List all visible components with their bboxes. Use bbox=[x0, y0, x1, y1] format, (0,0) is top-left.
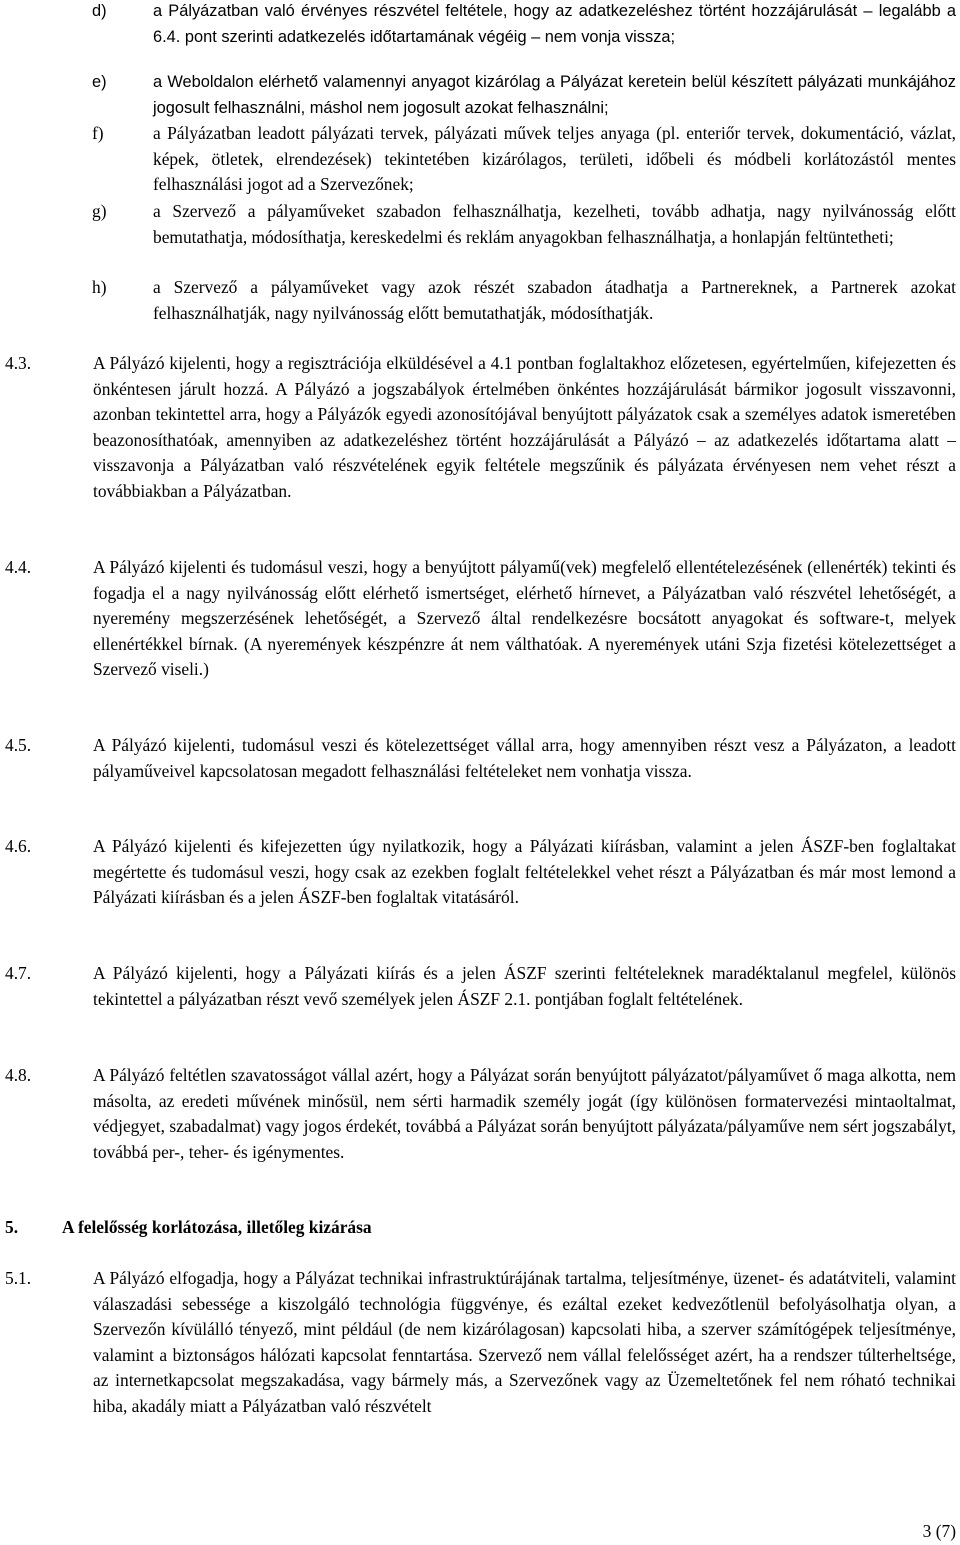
list-item-label: g) bbox=[92, 201, 107, 221]
page-number: 3 (7) bbox=[922, 1521, 956, 1541]
list-item-label: h) bbox=[92, 277, 107, 297]
section-number: 4.7. bbox=[5, 963, 32, 983]
section-text: A Pályázó elfogadja, hogy a Pályázat technikai infrastruktúrájának tartalma, teljesítménye, üzenet- és adatátviteli, valamint válaszadási sebessége a kiszolgáló technológia függvénye, és ezáltal ezeket kedvezőtlenül befolyásolhatja olyan, a Szervezőn kívülálló tényező, mint például (de nem kizárólagosan) kapcsolati hiba, a szerver számítógépek teljesítménye, valamint a biztonságos hálózati kapcsolat fenntartása. Szervező nem vállal felelősséget azért, ha a rendszer túlterheltsége, az internetkapcsolat megszakadása, vagy bármely más, a Szervezőnek vagy az Üzemeltetőnek fel nem róható technikai hiba, akadály miatt a Pályázatban való részvételt bbox=[93, 1268, 956, 1416]
section-text: A Pályázó kijelenti és tudomásul veszi, hogy a benyújtott pályamű(vek) megfelelő ellentételezésének (ellenérték) tekinti és fogadja el a nagy nyilvánosság előtt elérhető ismertséget, elérhető hírnevet, a Pályázatban való részvétel lehetőségét, a nyeremény megszerzésének lehetőségét, a Szervező által rendelkezésre bocsátott anyagokat és software-t, melyek ellenértékkel bírnak. (A nyeremények készpénzre át nem válthatóak. A nyeremények utáni Szja fizetési kötelezettséget a Szervező viseli.) bbox=[93, 557, 956, 680]
section-4-6 bbox=[5, 834, 956, 911]
list-item-label: e) bbox=[92, 73, 107, 91]
section-heading-5 bbox=[5, 1215, 956, 1241]
section-4-4 bbox=[5, 555, 956, 683]
section-text: A Pályázó kijelenti és kifejezetten úgy nyilatkozik, hogy a Pályázati kiírásban, valamint a jelen ÁSZF-ben foglaltakat megértette és tudomásul veszi, hogy csak az ezekben foglalt feltételekkel vehet részt a Pályázatban és már most lemond a Pályázati kiírásban és a jelen ÁSZF-ben foglaltak vitatásáról. bbox=[93, 836, 956, 908]
list-item-text: a Szervező a pályaműveket szabadon felhasználhatja, kezelheti, tovább adhatja, nagy nyilvánosság előtt bemutathatja, módosíthatja, kereskedelmi és reklám anyagokban felhasználhatja, a honlapján feltüntetheti; bbox=[153, 201, 956, 247]
section-text: A Pályázó feltétlen szavatosságot vállal azért, hogy a Pályázat során benyújtott pályázatot/pályaművet ő maga alkotta, nem másolta, az eredeti művének minősül, nem sérti harmadik személy jogát (így különösen formatervezési mintaoltalmat, védjegyet, szabadalmat) vagy jogos érdekét, továbbá a Pályázat során benyújtott pályázata/pályaműve nem sért jogszabályt, továbbá per-, teher- és igénymentes. bbox=[93, 1065, 956, 1162]
section-number: 4.8. bbox=[5, 1065, 32, 1085]
section-text: A Pályázó kijelenti, tudomásul veszi és kötelezettséget vállal arra, hogy amennyiben részt vesz a Pályázaton, a leadott pályaműveivel kapcsolatosan megadott felhasználási feltételeket nem vonhatja vissza. bbox=[93, 735, 956, 781]
list-item-h bbox=[92, 275, 956, 326]
list-item-e bbox=[92, 70, 956, 121]
section-number: 4.5. bbox=[5, 735, 32, 755]
list-item-g bbox=[92, 199, 956, 250]
section-number: 4.3. bbox=[5, 353, 32, 373]
list-item-text: a Pályázatban való érvényes részvétel feltétele, hogy az adatkezeléshez történt hozzájárulását – legalább a 6.4. pont szerinti adatkezelés időtartamának végéig – nem vonja vissza; bbox=[153, 2, 956, 46]
heading-title: A felelősség korlátozása, illetőleg kizárása bbox=[62, 1217, 372, 1237]
section-number: 5.1. bbox=[5, 1268, 32, 1288]
section-4-7 bbox=[5, 961, 956, 1012]
section-number: 4.4. bbox=[5, 557, 32, 577]
section-5-1 bbox=[5, 1266, 956, 1420]
section-number: 4.6. bbox=[5, 836, 32, 856]
list-item-label: f) bbox=[92, 123, 104, 143]
section-4-8 bbox=[5, 1063, 956, 1165]
list-item-label: d) bbox=[92, 2, 107, 20]
heading-number: 5. bbox=[5, 1217, 19, 1237]
list-item-text: a Pályázatban leadott pályázati tervek, pályázati művek teljes anyaga (pl. enteriőr tervek, dokumentáció, vázlat, képek, ötletek, elrendezések) tekintetében kizárólagos, területi, időbeli és módbeli korlátozástól mentes felhasználási jogot ad a Szervezőnek; bbox=[153, 123, 956, 195]
list-item-text: a Weboldalon elérhető valamennyi anyagot kizárólag a Pályázat keretein belül készített pályázati munkájához jogosult felhasználni, máshol nem jogosult azokat felhasználni; bbox=[153, 73, 956, 117]
list-item-d bbox=[92, 0, 956, 50]
section-4-5 bbox=[5, 733, 956, 784]
list-item-text: a Szervező a pályaműveket vagy azok részét szabadon átadhatja a Partnereknek, a Partnerek azokat felhasználhatják, nagy nyilvánosság előtt bemutathatják, módosíthatják. bbox=[153, 277, 956, 323]
section-text: A Pályázó kijelenti, hogy a regisztrációja elküldésével a 4.1 pontban foglaltakhoz előzetesen, egyértelműen, kifejezetten és önkéntesen járult hozzá. A Pályázó a jogszabályok értelmében önkéntes hozzájárulását bármikor jogosult visszavonni, azonban tekintettel arra, hogy a Pályázók egyedi azonosítójával benyújtott pályázatok csak a személyes adatok ismeretében beazonosíthatóak, amennyiben az adatkezeléshez történt hozzájárulását a Pályázó – az adatkezelés időtartama alatt – visszavonja a Pályázatban való részvételének egyik feltétele megszűnik és pályázata érvényesen nem vehet részt a továbbiakban a Pályázatban. bbox=[93, 353, 956, 501]
list-item-f bbox=[92, 121, 956, 198]
section-text: A Pályázó kijelenti, hogy a Pályázati kiírás és a jelen ÁSZF szerinti feltételeknek maradéktalanul megfelel, különös tekintettel a pályázatban részt vevő személyek jelen ÁSZF 2.1. pontjában foglalt feltételének. bbox=[93, 963, 956, 1009]
section-4-3 bbox=[5, 351, 956, 505]
